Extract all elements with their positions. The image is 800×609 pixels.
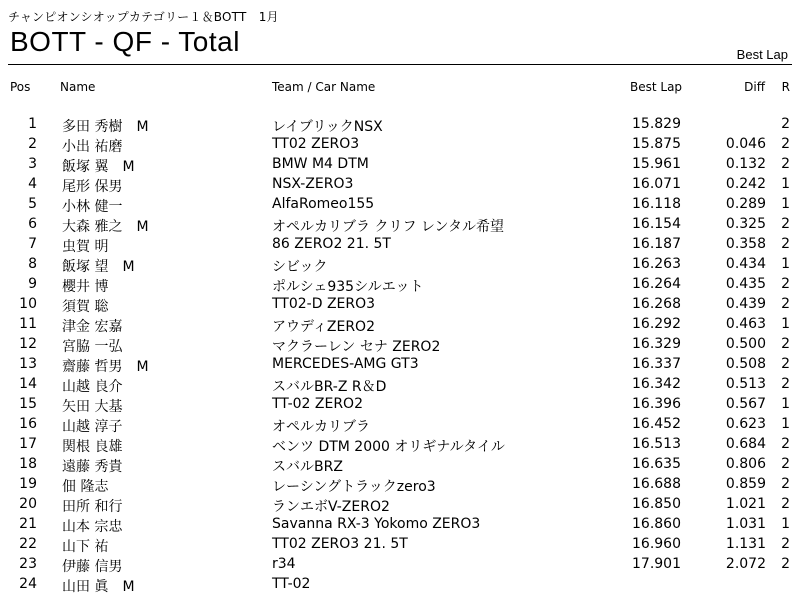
cell-pos: 5 [28,196,37,212]
table-row [0,315,800,335]
cell-diff: 0.463 [725,316,766,332]
cell-best-lap: 16.268 [632,296,681,312]
table-row [0,375,800,395]
cell-best-lap: 16.329 [632,336,681,352]
cell-pos: 17 [19,436,37,452]
cell-team: TT-02 [272,576,311,592]
cell-r: 2 [781,296,790,312]
table-row [0,235,800,255]
cell-best-lap: 16.850 [632,496,681,512]
table-row [0,295,800,315]
title-divider [8,64,792,65]
cell-best-lap: 16.635 [632,456,681,472]
cell-team: アウディZERO2 [272,319,375,335]
cell-diff: 0.859 [725,476,766,492]
cell-team: マクラーレン セナ ZERO2 [272,339,441,355]
cell-r: 2 [781,456,790,472]
cell-team: ポルシェ935シルエット [272,279,424,295]
cell-best-lap: 15.829 [632,116,681,132]
cell-diff: 0.508 [725,356,766,372]
cell-r: 1 [781,396,790,412]
cell-pos: 9 [28,276,37,292]
cell-pos: 15 [19,396,37,412]
cell-name: 齋藤 哲男 M [62,359,149,375]
cell-name: 山下 祐 [62,539,109,555]
sort-label: Best Lap [736,47,788,62]
cell-diff: 0.325 [725,216,766,232]
cell-diff: 1.021 [725,496,766,512]
cell-best-lap: 15.875 [632,136,681,152]
table-row [0,515,800,535]
table-row [0,255,800,275]
cell-pos: 19 [19,476,37,492]
cell-diff: 0.242 [725,176,766,192]
cell-r: 2 [781,236,790,252]
cell-team: スバルBRZ [272,459,343,475]
cell-pos: 12 [19,336,37,352]
cell-name: 山田 眞 M [62,579,135,595]
cell-diff: 1.131 [725,536,766,552]
cell-pos: 6 [28,216,37,232]
cell-pos: 1 [28,116,37,132]
cell-name: 大森 雅之 M [62,219,149,235]
table-row [0,275,800,295]
cell-pos: 11 [19,316,37,332]
cell-r: 2 [781,556,790,572]
cell-team: スバルBR-Z R＆D [272,379,387,395]
cell-r: 2 [781,156,790,172]
cell-pos: 2 [28,136,37,152]
column-header-best-lap: Best Lap [630,80,683,94]
table-header [0,80,800,96]
cell-diff: 0.500 [725,336,766,352]
table-row [0,135,800,155]
table-row [0,415,800,435]
cell-best-lap: 16.452 [632,416,681,432]
cell-diff: 0.132 [725,156,766,172]
cell-team: オペルカリブラ クリフ レンタル希望 [272,219,504,235]
table-row [0,455,800,475]
cell-r: 2 [781,376,790,392]
cell-team: TT-02 ZERO2 [272,396,363,412]
cell-r: 1 [781,196,790,212]
cell-diff: 0.434 [725,256,766,272]
cell-best-lap: 16.118 [632,196,681,212]
cell-best-lap: 16.513 [632,436,681,452]
cell-pos: 3 [28,156,37,172]
table-row [0,575,800,595]
cell-pos: 10 [19,296,37,312]
cell-team: MERCEDES-AMG GT3 [272,356,419,372]
column-header-r: R [781,80,790,94]
cell-name: 矢田 大基 [62,399,123,415]
cell-r: 1 [781,256,790,272]
cell-r: 2 [781,136,790,152]
cell-best-lap: 15.961 [632,156,681,172]
cell-pos: 8 [28,256,37,272]
cell-r: 2 [781,476,790,492]
cell-name: 佃 隆志 [62,479,109,495]
cell-diff: 0.289 [725,196,766,212]
cell-name: 虫賀 明 [62,239,109,255]
cell-diff: 0.435 [725,276,766,292]
cell-name: 多田 秀樹 M [62,119,149,135]
cell-team: レーシングトラックzero3 [272,479,436,495]
cell-team: BMW M4 DTM [272,156,369,172]
cell-r: 2 [781,436,790,452]
cell-r: 2 [781,216,790,232]
cell-best-lap: 16.860 [632,516,681,532]
cell-best-lap: 16.688 [632,476,681,492]
cell-best-lap: 16.337 [632,356,681,372]
cell-team: Savanna RX-3 Yokomo ZERO3 [272,516,481,532]
column-header-team: Team / Car Name [272,80,376,94]
cell-team: NSX-ZERO3 [272,176,354,192]
cell-pos: 4 [28,176,37,192]
cell-diff: 0.513 [725,376,766,392]
cell-r: 2 [781,116,790,132]
cell-best-lap: 16.264 [632,276,681,292]
cell-best-lap: 16.960 [632,536,681,552]
cell-name: 田所 和行 [62,499,123,515]
cell-name: 山本 宗忠 [62,519,123,535]
results-table [0,115,800,595]
cell-team: TT02-D ZERO3 [272,296,376,312]
cell-team: シビック [272,259,328,275]
cell-pos: 18 [19,456,37,472]
table-row [0,535,800,555]
cell-name: 遠藤 秀貴 [62,459,123,475]
cell-r: 2 [781,496,790,512]
table-row [0,215,800,235]
cell-best-lap: 16.342 [632,376,681,392]
cell-best-lap: 16.187 [632,236,681,252]
table-row [0,475,800,495]
cell-best-lap: 16.263 [632,256,681,272]
cell-diff: 1.031 [725,516,766,532]
cell-r: 1 [781,176,790,192]
cell-name: 櫻井 博 [62,279,109,295]
cell-pos: 24 [19,576,37,592]
cell-diff: 0.439 [725,296,766,312]
cell-diff: 0.684 [725,436,766,452]
cell-name: 宮脇 一弘 [62,339,123,355]
table-row [0,155,800,175]
cell-name: 津金 宏嘉 [62,319,123,335]
column-header-diff: Diff [744,80,765,94]
cell-team: レイブリックNSX [272,119,383,135]
cell-pos: 20 [19,496,37,512]
table-row [0,435,800,455]
cell-diff: 2.072 [725,556,766,572]
cell-name: 山越 淳子 [62,419,123,435]
column-header-pos: Pos [10,80,31,94]
table-row [0,555,800,575]
cell-best-lap: 17.901 [632,556,681,572]
cell-r: 2 [781,536,790,552]
report-subtitle: チャンピオンシオップカテゴリー１＆BOTT 1月 [8,10,279,24]
cell-best-lap: 16.071 [632,176,681,192]
cell-team: r34 [272,556,296,572]
cell-diff: 0.046 [725,136,766,152]
cell-best-lap: 16.292 [632,316,681,332]
table-row [0,195,800,215]
cell-pos: 21 [19,516,37,532]
cell-name: 関根 良雄 [62,439,123,455]
cell-r: 1 [781,416,790,432]
cell-pos: 13 [19,356,37,372]
cell-team: TT02 ZERO3 21. 5T [272,536,408,552]
cell-name: 飯塚 翼 M [62,159,135,175]
column-header-name: Name [60,80,96,94]
report-title: BOTT - QF - Total [10,26,240,57]
cell-name: 小出 祐磨 [62,139,123,155]
cell-pos: 23 [19,556,37,572]
cell-diff: 0.623 [725,416,766,432]
cell-team: ベンツ DTM 2000 オリギナルタイル [272,439,505,455]
cell-team: TT02 ZERO3 [272,136,360,152]
cell-diff: 0.358 [725,236,766,252]
cell-team: AlfaRomeo155 [272,196,375,212]
table-row [0,495,800,515]
cell-diff: 0.567 [725,396,766,412]
table-row [0,395,800,415]
cell-r: 2 [781,276,790,292]
cell-r: 1 [781,516,790,532]
cell-team: ランエボV-ZERO2 [272,499,390,515]
cell-name: 伊藤 信男 [62,559,123,575]
cell-pos: 22 [19,536,37,552]
cell-team: オペルカリブラ [272,419,370,435]
cell-pos: 7 [28,236,37,252]
cell-pos: 16 [19,416,37,432]
table-row [0,335,800,355]
table-row [0,175,800,195]
cell-name: 山越 良介 [62,379,123,395]
cell-name: 須賀 聡 [62,299,109,315]
table-row [0,115,800,135]
cell-r: 2 [781,336,790,352]
table-row [0,355,800,375]
cell-team: 86 ZERO2 21. 5T [272,236,391,252]
cell-best-lap: 16.154 [632,216,681,232]
cell-diff: 0.806 [725,456,766,472]
cell-name: 飯塚 望 M [62,259,135,275]
cell-r: 2 [781,356,790,372]
cell-name: 尾形 保男 [62,179,123,195]
cell-r: 1 [781,316,790,332]
cell-best-lap: 16.396 [632,396,681,412]
cell-name: 小林 健一 [62,199,123,215]
cell-pos: 14 [19,376,37,392]
